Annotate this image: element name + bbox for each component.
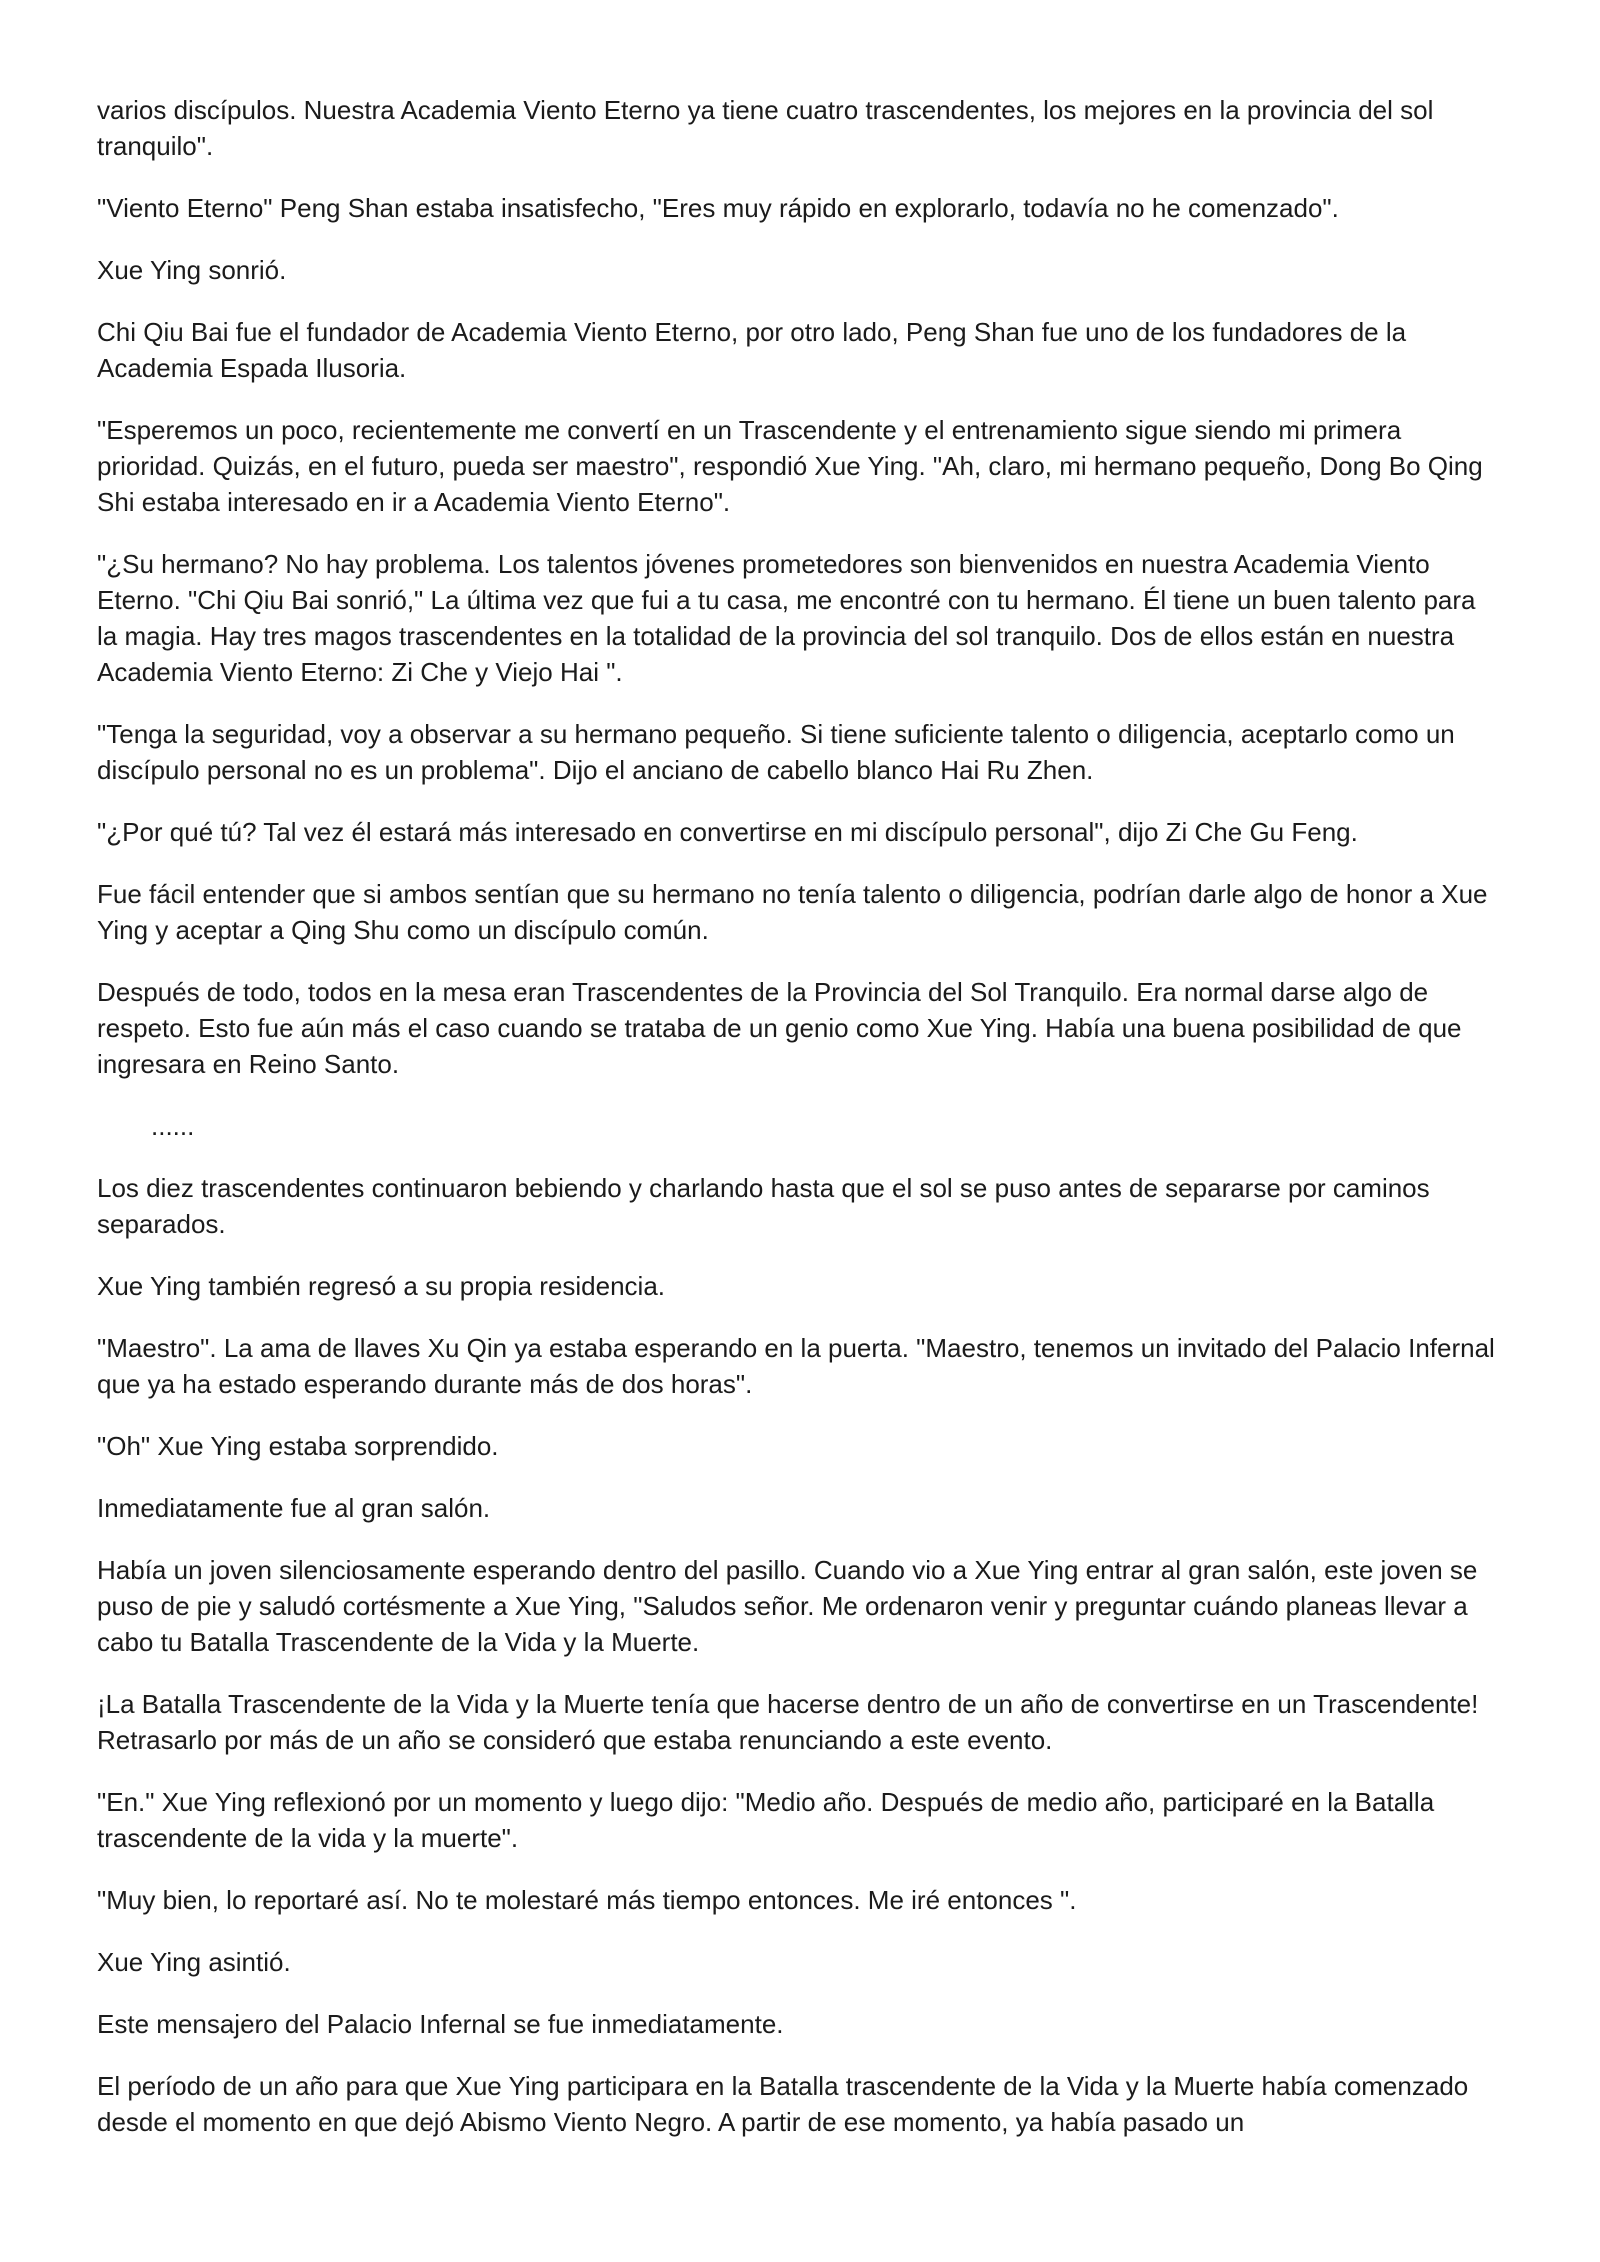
paragraph: "Maestro". La ama de llaves Xu Qin ya estaba esperando en la puerta. "Maestro, tenemos un invitado del Palacio Infernal que ya ha estado esperando durante más de dos horas".	[97, 1333, 1495, 1399]
paragraph: Había un joven silenciosamente esperando dentro del pasillo. Cuando vio a Xue Ying entrar al gran salón, este joven se puso de pie y saludó cortésmente a Xue Ying, "Saludos señor. Me ordenaron venir y preguntar cuándo planeas llevar a cabo tu Batalla Trascendente de la Vida y la Muerte.	[97, 1555, 1478, 1657]
paragraph: Chi Qiu Bai fue el fundador de Academia Viento Eterno, por otro lado, Peng Shan fue uno de los fundadores de la Academia Espada Ilusoria.	[97, 317, 1407, 383]
document-page	[97, 92, 1497, 2166]
paragraph: "Muy bien, lo reportaré así. No te molestaré más tiempo entonces. Me iré entonces ".	[97, 1885, 1077, 1915]
paragraph: "Esperemos un poco, recientemente me convertí en un Trascendente y el entrenamiento sigue siendo mi primera prioridad. Quizás, en el futuro, pueda ser maestro", respondió Xue Ying. "Ah, claro, mi hermano pequeño, Dong Bo Qing Shi estaba interesado en ir a Academia Viento Eterno".	[97, 415, 1483, 517]
paragraph: "Viento Eterno" Peng Shan estaba insatisfecho, "Eres muy rápido en explorarlo, todavía no he comenzado".	[97, 193, 1339, 223]
paragraph: Xue Ying también regresó a su propia residencia.	[97, 1271, 666, 1301]
paragraph: Este mensajero del Palacio Infernal se fue inmediatamente.	[97, 2009, 784, 2039]
paragraph: Inmediatamente fue al gran salón.	[97, 1493, 491, 1523]
paragraph: Después de todo, todos en la mesa eran Trascendentes de la Provincia del Sol Tranquilo. Era normal darse algo de respeto. Esto fue aún más el caso cuando se trataba de un genio como Xue Ying. Había una buena posibilidad de que ingresara en Reino Santo.	[97, 977, 1462, 1079]
paragraph: "Tenga la seguridad, voy a observar a su hermano pequeño. Si tiene suficiente talento o diligencia, aceptarlo como un discípulo personal no es un problema". Dijo el anciano de cabello blanco Hai Ru Zhen.	[97, 719, 1455, 785]
paragraph: "¿Por qué tú? Tal vez él estará más interesado en convertirse en mi discípulo personal", dijo Zi Che Gu Feng.	[97, 817, 1358, 847]
paragraph: "¿Su hermano? No hay problema. Los talentos jóvenes prometedores son bienvenidos en nuestra Academia Viento Eterno. "Chi Qiu Bai sonrió," La última vez que fui a tu casa, me encontré con tu hermano. Él tiene un buen talento para la magia. Hay tres magos trascendentes en la totalidad de la provincia del sol tranquilo. Dos de ellos están en nuestra Academia Viento Eterno: Zi Che y Viejo Hai ".	[97, 549, 1476, 687]
paragraph: "En." Xue Ying reflexionó por un momento y luego dijo: "Medio año. Después de medio año, participaré en la Batalla trascendente de la vida y la muerte".	[97, 1787, 1435, 1853]
paragraph: Xue Ying asintió.	[97, 1947, 291, 1977]
paragraph: ¡La Batalla Trascendente de la Vida y la Muerte tenía que hacerse dentro de un año de convertirse en un Trascendente! Retrasarlo por más de un año se consideró que estaba renunciando a este evento.	[97, 1689, 1479, 1755]
paragraph: Fue fácil entender que si ambos sentían que su hermano no tenía talento o diligencia, podrían darle algo de honor a Xue Ying y aceptar a Qing Shu como un discípulo común.	[97, 879, 1488, 945]
paragraph: Los diez trascendentes continuaron bebiendo y charlando hasta que el sol se puso antes de separarse por caminos separados.	[97, 1173, 1430, 1239]
paragraph: varios discípulos. Nuestra Academia Viento Eterno ya tiene cuatro trascendentes, los mejores en la provincia del sol tranquilo".	[97, 95, 1434, 161]
paragraph: "Oh" Xue Ying estaba sorprendido.	[97, 1431, 499, 1461]
paragraph: El período de un año para que Xue Ying participara en la Batalla trascendente de la Vida y la Muerte había comenzado desde el momento en que dejó Abismo Viento Negro. A partir de ese momento, ya había pasado un	[97, 2071, 1469, 2137]
scene-break: ......	[151, 1111, 195, 1141]
paragraph: Xue Ying sonrió.	[97, 255, 287, 285]
